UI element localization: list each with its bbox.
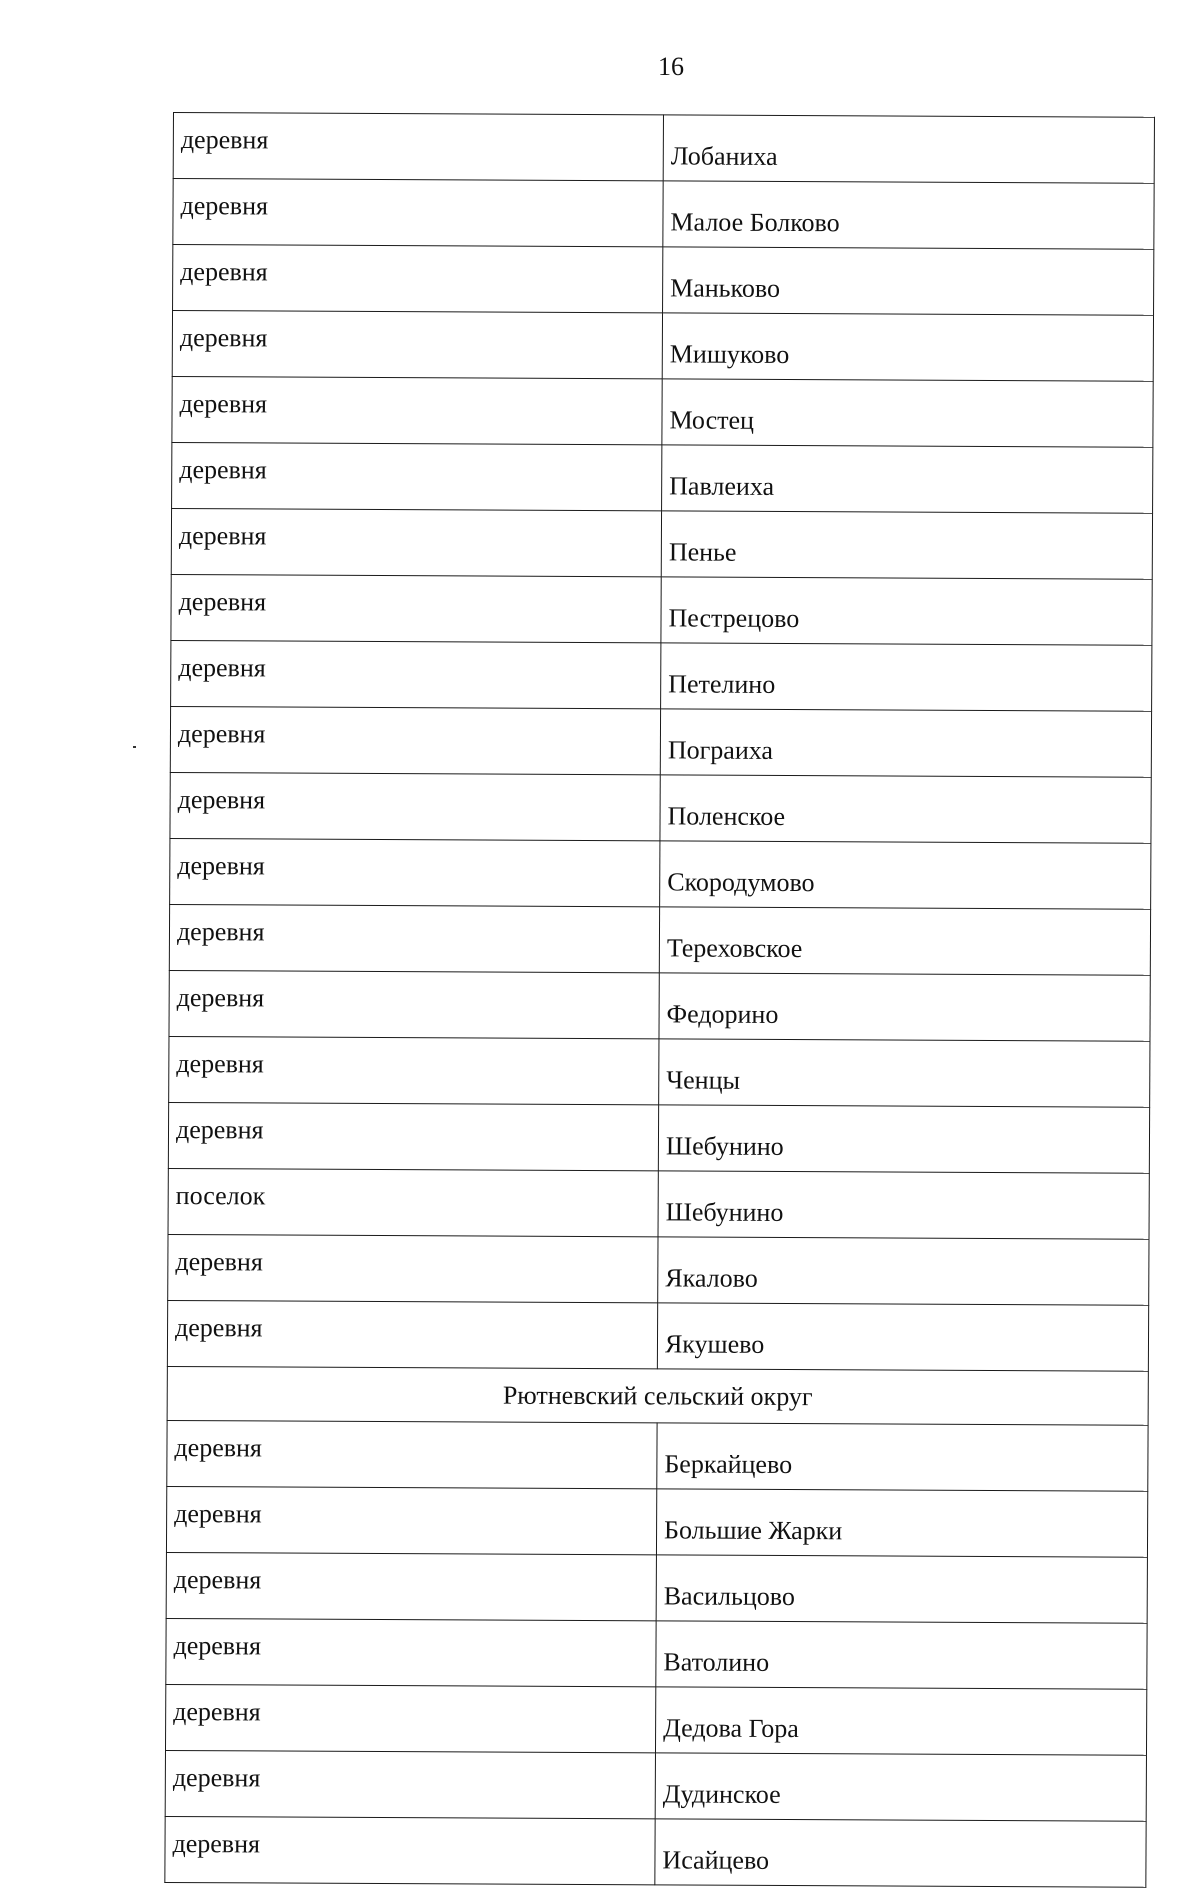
table-row [166, 1618, 1147, 1689]
table-row [168, 1234, 1149, 1305]
table-row [170, 772, 1151, 843]
settlement-type-cell: деревня [170, 706, 660, 774]
settlement-name-cell: Якалово [658, 1237, 1149, 1305]
settlement-name-cell: Скородумово [660, 841, 1151, 909]
settlement-type-cell: деревня [171, 640, 661, 708]
settlement-name-cell: Исайцево [655, 1819, 1146, 1887]
settlement-name-cell: Малое Болково [663, 181, 1154, 249]
settlement-name-cell: Дудинское [655, 1753, 1146, 1821]
settlements-group-after [165, 1420, 1148, 1887]
table-row [170, 838, 1151, 909]
settlement-name-cell: Маньково [663, 247, 1154, 315]
settlement-name-cell: Мишуково [662, 313, 1153, 381]
settlement-type-cell: деревня [173, 179, 663, 247]
settlement-type-cell: деревня [173, 245, 663, 313]
table-row [172, 376, 1153, 447]
table-row [169, 904, 1150, 975]
settlement-type-cell: деревня [172, 376, 662, 444]
settlement-type-cell: деревня [171, 508, 661, 576]
table-row [169, 970, 1150, 1041]
settlement-type-cell: деревня [172, 311, 662, 379]
settlement-type-cell: деревня [167, 1300, 657, 1368]
settlements-group-before [167, 113, 1154, 1372]
settlement-name-cell: Павлеиха [662, 445, 1153, 513]
settlement-type-cell: деревня [173, 113, 663, 181]
settlement-type-cell: деревня [165, 1816, 655, 1884]
settlement-name-cell: Ченцы [659, 1039, 1150, 1107]
settlement-name-cell: Пенье [661, 511, 1152, 579]
table-row [165, 1816, 1146, 1887]
section-title: Рютневский сельский округ [167, 1366, 1148, 1425]
table-row [165, 1750, 1146, 1821]
table-row [168, 1102, 1149, 1173]
settlement-type-cell: поселок [168, 1168, 658, 1236]
settlement-name-cell: Петелино [661, 643, 1152, 711]
table-row [166, 1486, 1147, 1557]
table-row [172, 311, 1153, 382]
page-number: 16 [658, 52, 684, 81]
settlement-type-cell: деревня [166, 1552, 656, 1620]
settlement-name-cell: Мостец [662, 379, 1153, 447]
table-row [169, 1036, 1150, 1107]
scan-speck [133, 746, 136, 748]
settlement-name-cell: Федорино [659, 973, 1150, 1041]
settlement-type-cell: деревня [168, 1234, 658, 1302]
settlement-name-cell: Шебунино [658, 1105, 1149, 1173]
settlement-type-cell: деревня [172, 442, 662, 510]
table-row [173, 245, 1154, 316]
table-row [171, 640, 1152, 711]
table-row [171, 508, 1152, 579]
table-row [170, 706, 1151, 777]
table-row [171, 574, 1152, 645]
settlement-type-cell: деревня [170, 838, 660, 906]
settlement-name-cell: Пограиха [660, 709, 1151, 777]
settlement-name-cell: Пестрецово [661, 577, 1152, 645]
settlement-name-cell: Якушево [657, 1303, 1148, 1371]
settlement-name-cell: Большие Жарки [656, 1489, 1147, 1557]
table-row [165, 1684, 1146, 1755]
settlement-name-cell: Тереховское [659, 907, 1150, 975]
table-row [173, 179, 1154, 250]
settlement-type-cell: деревня [169, 904, 659, 972]
settlement-type-cell: деревня [168, 1102, 658, 1170]
table-row [167, 1420, 1148, 1491]
section-group [167, 1366, 1148, 1425]
table-row [167, 1300, 1148, 1371]
settlement-type-cell: деревня [166, 1486, 656, 1554]
table-row [172, 442, 1153, 513]
settlement-type-cell: деревня [167, 1420, 657, 1488]
settlement-type-cell: деревня [165, 1750, 655, 1818]
table-row [173, 113, 1154, 184]
settlement-name-cell: Поленское [660, 775, 1151, 843]
settlement-name-cell: Беркайцево [657, 1423, 1148, 1491]
settlement-name-cell: Васильцово [656, 1555, 1147, 1623]
settlement-name-cell: Лобаниха [663, 115, 1154, 183]
settlement-type-cell: деревня [169, 1036, 659, 1104]
settlement-type-cell: деревня [169, 970, 659, 1038]
settlement-type-cell: деревня [166, 1618, 656, 1686]
table-row [166, 1552, 1147, 1623]
settlement-type-cell: деревня [171, 574, 661, 642]
table-row [168, 1168, 1149, 1239]
settlements-table [164, 112, 1155, 1888]
settlement-name-cell: Дедова Гора [655, 1687, 1146, 1755]
settlement-name-cell: Ватолино [656, 1621, 1147, 1689]
section-header-row [167, 1366, 1148, 1425]
settlement-name-cell: Шебунино [658, 1171, 1149, 1239]
settlement-type-cell: деревня [165, 1684, 655, 1752]
settlement-type-cell: деревня [170, 772, 660, 840]
